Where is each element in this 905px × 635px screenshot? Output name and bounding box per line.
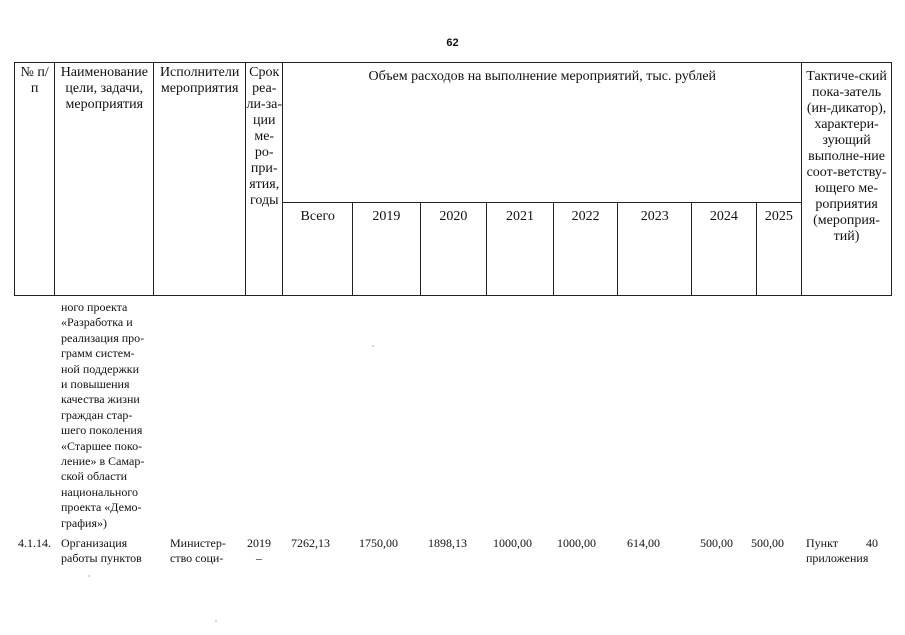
row-2019: 1750,00 [359,536,398,550]
row-2024: 500,00 [700,536,733,550]
continuation-line: ской области [61,469,128,484]
continuation-line: «Разработка и [61,315,133,330]
row-number: 4.1.14. [18,536,51,550]
row-2025: 500,00 [751,536,784,550]
row-name-line: Организация [61,536,128,550]
row-executor-line: Министер- [170,536,226,550]
continuation-text [61,300,156,531]
row-indicator-line: приложения [806,551,869,565]
row-term-line: – [256,551,262,565]
row-name [61,536,156,566]
row-indicator [806,536,878,566]
row-executor [170,536,240,566]
header-year-total: Всего [283,203,353,296]
continuation-line: шего поколения [61,423,143,438]
page-number: 62 [446,37,459,49]
header-col-expenses: Объем расходов на выполнение мероприятий, тыс. рублей [283,63,802,203]
row-2022: 1000,00 [557,536,596,550]
header-year-2020: 2020 [420,203,487,296]
row-total: 7262,13 [291,536,330,550]
continuation-line: ного проекта [61,300,128,314]
continuation-line: графия») [61,515,107,530]
header-year-2019: 2019 [353,203,421,296]
continuation-line: проекта «Демо- [61,500,142,515]
header-col-number: № п/п [15,63,55,296]
continuation-line: «Старшее поко- [61,438,143,453]
header-year-2021: 2021 [487,203,554,296]
continuation-line: национального [61,484,138,499]
continuation-line: грамм систем- [61,346,135,361]
row-name-line: работы пунктов [61,551,142,565]
row-term [244,536,274,566]
header-year-2022: 2022 [553,203,618,296]
continuation-line: граждан стар- [61,407,133,422]
continuation-line: качества жизни [61,392,140,407]
continuation-line: реализация про- [61,330,145,345]
header-col-term: Срок реа-ли-за-ции ме-ро-при-ятия, годы [246,63,283,296]
continuation-line: ной поддержки [61,361,139,376]
row-2020: 1898,13 [428,536,467,550]
row-2023: 614,00 [627,536,660,550]
row-2021: 1000,00 [493,536,532,550]
header-col-executors: Исполнители мероприятия [154,63,246,296]
row-indicator-line: Пункт 40 [806,536,878,550]
row-executor-line: ство соци- [170,551,224,565]
header-col-indicator: Тактиче-ский пока-затель (ин-дикатор), характери-зующий выполне-ние соот-ветству-ющего ме-роприятия (мероприя-тий) [802,63,892,296]
continuation-line: ление» в Самар- [61,454,145,469]
expenses-table-header [14,62,892,296]
header-year-2025: 2025 [756,203,802,296]
header-year-2023: 2023 [618,203,692,296]
header-year-2024: 2024 [692,203,757,296]
row-term-line: 2019 [247,536,271,550]
header-col-name: Наименование цели, задачи, мероприятия [55,63,154,296]
continuation-line: и повышения [61,377,130,392]
